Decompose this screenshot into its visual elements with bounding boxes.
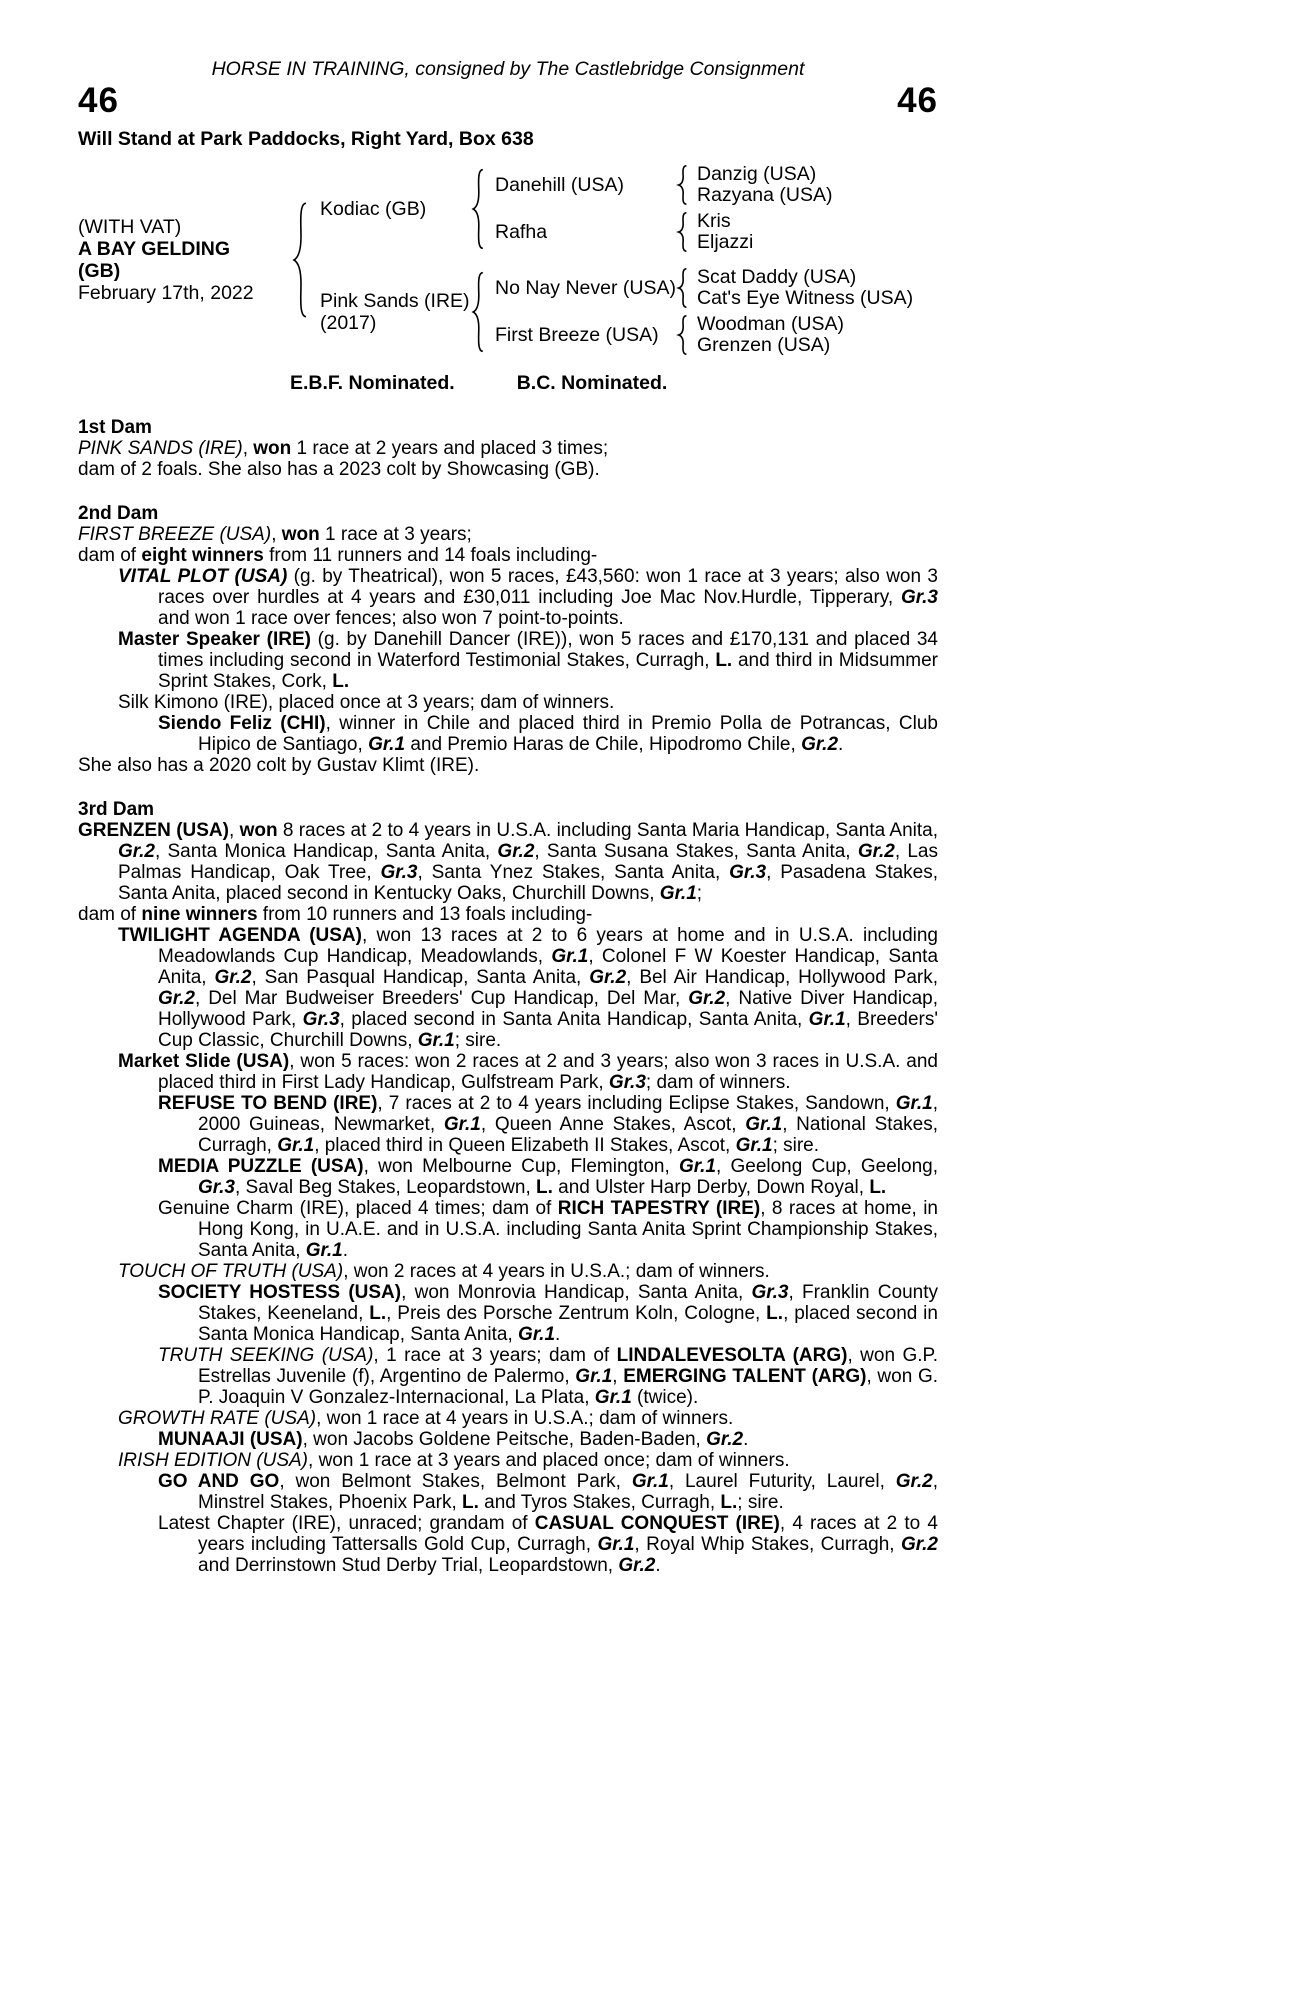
text-segment: 1 race at 3 years;	[319, 524, 472, 545]
text-segment: Market Slide (USA)	[118, 1051, 290, 1072]
grandsire-name: No Nay Never (USA)	[495, 277, 676, 299]
text-segment: , 7 races at 2 to 4 years including Eclipse Stakes, Sandown,	[377, 1093, 896, 1114]
text-segment: and Ulster Harp Derby, Down Royal,	[552, 1177, 870, 1198]
text-segment: CASUAL CONQUEST (IRE)	[534, 1513, 780, 1534]
text-segment: Gr.3	[198, 1177, 235, 1198]
catalogue-paragraph	[78, 692, 938, 713]
small-brace-icon	[676, 212, 689, 252]
pedigree-sections	[78, 417, 938, 1576]
catalogue-paragraph	[78, 1093, 938, 1156]
text-segment: and third in Midsummer Sprint Stakes, Cork,	[158, 650, 938, 692]
catalogue-paragraph	[78, 629, 938, 692]
text-segment: Gr.2	[118, 841, 155, 862]
text-segment: Gr.1	[745, 1114, 783, 1135]
main-brace-icon	[290, 201, 310, 319]
text-segment: Gr.1	[735, 1135, 773, 1156]
text-segment: VITAL PLOT (USA)	[118, 566, 294, 587]
catalogue-paragraph	[78, 1471, 938, 1513]
horse-name: A BAY GELDING	[78, 238, 231, 260]
text-segment: , 2000 Guineas, Newmarket,	[198, 1093, 938, 1135]
text-segment: .	[838, 734, 844, 755]
text-segment: , San Pasqual Handicap, Santa Anita,	[251, 967, 590, 988]
ancestor-name: Eljazzi	[697, 231, 754, 253]
text-segment: Gr.2	[895, 1471, 933, 1492]
text-segment: Gr.1	[895, 1093, 933, 1114]
text-segment: L.	[720, 1492, 738, 1513]
text-segment: , Saval Beg Stakes, Leopardstown,	[234, 1177, 536, 1198]
catalogue-paragraph	[78, 459, 938, 480]
ancestor-name: Kris	[697, 210, 731, 232]
text-segment: dam of	[78, 545, 142, 566]
text-segment: LINDALEVESOLTA (ARG)	[616, 1345, 848, 1366]
text-segment: L.	[766, 1303, 784, 1324]
text-segment: Latest Chapter (IRE), unraced; grandam of	[158, 1513, 535, 1534]
text-segment: ,	[228, 820, 240, 841]
catalogue-paragraph	[78, 566, 938, 629]
text-segment: Gr.1	[597, 1534, 635, 1555]
text-segment: ,	[242, 438, 254, 459]
catalogue-paragraph	[78, 1513, 938, 1576]
vat-note: (WITH VAT)	[78, 216, 182, 238]
text-segment: , placed second in Santa Anita Handicap, Santa Anita,	[339, 1009, 809, 1030]
text-segment: , Laurel Futurity, Laurel,	[668, 1471, 896, 1492]
dam-section	[78, 799, 938, 1576]
text-segment: TWILIGHT AGENDA (USA)	[118, 925, 362, 946]
text-segment: Gr.1	[631, 1471, 669, 1492]
text-segment: GRENZEN (USA)	[78, 820, 229, 841]
catalogue-paragraph	[78, 1345, 938, 1408]
text-segment: L.	[369, 1303, 387, 1324]
text-segment: GO AND GO	[158, 1471, 280, 1492]
text-segment: Gr.2	[214, 967, 252, 988]
text-segment: ; sire.	[454, 1030, 502, 1051]
horse-details	[78, 216, 290, 304]
ancestor-name: Danzig (USA)	[697, 163, 817, 185]
text-segment: EMERGING TALENT (ARG)	[623, 1366, 867, 1387]
text-segment: She also has a 2020 colt by Gustav Klimt (IRE).	[78, 755, 480, 776]
text-segment: Gr.3	[608, 1072, 646, 1093]
text-segment: , Santa Monica Handicap, Santa Anita,	[154, 841, 498, 862]
ancestor-name: Cat's Eye Witness (USA)	[697, 287, 914, 309]
text-segment: ; sire.	[772, 1135, 820, 1156]
text-segment: , Santa Ynez Stakes, Santa Anita,	[417, 862, 730, 883]
text-segment: won	[239, 820, 278, 841]
granddam-name: Rafha	[495, 221, 548, 243]
text-segment: (g. by Theatrical), won 5 races, £43,560: won 1 race at 3 years; also won 3 races over hurdles at 4 years and £30,011 including Joe Mac Nov.Hurdle, Tipperary,	[158, 566, 938, 608]
text-segment: L.	[536, 1177, 553, 1198]
small-brace-icon	[676, 315, 689, 355]
text-segment: , 1 race at 3 years; dam of	[373, 1345, 617, 1366]
text-segment: MEDIA PUZZLE (USA)	[158, 1156, 364, 1177]
bc-nominated: B.C. Nominated.	[516, 372, 668, 394]
catalogue-paragraph	[78, 438, 938, 459]
text-segment: L.	[462, 1492, 479, 1513]
text-segment: L.	[869, 1177, 887, 1198]
text-segment: ; sire.	[737, 1492, 784, 1513]
text-segment: nine winners	[141, 904, 258, 925]
nominations-line	[290, 372, 938, 394]
text-segment: Gr.2	[857, 841, 895, 862]
text-segment: Gr.2	[688, 988, 726, 1009]
grandsire-row	[486, 267, 938, 309]
text-segment: .	[555, 1324, 561, 1345]
text-segment: Gr.1	[575, 1366, 613, 1387]
text-segment: , Franklin County Stakes, Keeneland,	[198, 1282, 938, 1324]
text-segment: Gr.3	[380, 862, 418, 883]
text-segment: Gr.1	[417, 1030, 455, 1051]
text-segment: , Geelong Cup, Geelong,	[715, 1156, 938, 1177]
text-segment: , Del Mar Budweiser Breeders' Cup Handicap, Del Mar,	[194, 988, 689, 1009]
catalogue-paragraph	[78, 1408, 938, 1429]
text-segment: 8 races at 2 to 4 years in U.S.A. including Santa Maria Handicap, Santa Anita,	[277, 820, 938, 841]
text-segment: Gr.1	[551, 946, 589, 967]
text-segment: ;	[696, 883, 703, 904]
great-grandparents	[689, 267, 938, 309]
text-segment: dam of 2 foals. She also has a 2023 colt by Showcasing (GB).	[78, 459, 600, 480]
lot-number-left: 46	[78, 81, 119, 120]
text-segment: , Las Palmas Handicap, Oak Tree,	[118, 841, 938, 883]
text-segment: GROWTH RATE (USA)	[118, 1408, 317, 1429]
great-grandparents	[689, 314, 938, 356]
dam-brace-icon	[470, 271, 486, 353]
text-segment: Gr.1	[808, 1009, 846, 1030]
text-segment: .	[342, 1240, 349, 1261]
text-segment: , Minstrel Stakes, Phoenix Park,	[198, 1471, 938, 1513]
text-segment: , won 5 races: won 2 races at 2 and 3 years; also won 3 races in U.S.A. and placed third in First Lady Handicap, Gulfstream Park,	[158, 1051, 938, 1093]
text-segment: eight winners	[141, 545, 264, 566]
text-segment: , Colonel F W Koester Handicap, Santa Anita,	[158, 946, 939, 988]
text-segment: , Breeders' Cup Classic, Churchill Downs,	[158, 1009, 938, 1051]
catalogue-paragraph	[78, 1198, 938, 1261]
dam-block	[310, 267, 938, 356]
text-segment: Silk Kimono (IRE), placed once at 3 years; dam of winners.	[118, 692, 615, 713]
text-segment: , 4 races at 2 to 4 years including Tattersalls Gold Cup, Curragh,	[198, 1513, 938, 1555]
grandsire-row	[486, 164, 938, 206]
text-segment: , winner in Chile and placed third in Premio Polla de Potrancas, Club Hipico de Santiago,	[198, 713, 939, 755]
text-segment: TRUTH SEEKING (USA)	[158, 1345, 374, 1366]
text-segment: and Premio Haras de Chile, Hipodromo Chile,	[405, 734, 802, 755]
text-segment: Gr.1	[659, 883, 697, 904]
text-segment: , won Jacobs Goldene Peitsche, Baden-Baden,	[302, 1429, 707, 1450]
text-segment: , placed second in Santa Monica Handicap, Santa Anita,	[198, 1303, 938, 1345]
text-segment: Gr.2	[706, 1429, 744, 1450]
sire-name: Kodiac (GB)	[320, 197, 427, 220]
sire-parents	[486, 164, 938, 253]
sire-block	[310, 164, 938, 253]
text-segment: L.	[715, 650, 733, 671]
horse-country-suffix: (GB)	[78, 260, 121, 282]
pedigree-generation-2	[310, 164, 938, 356]
text-segment: Genuine Charm (IRE), placed 4 times; dam of	[158, 1198, 558, 1219]
text-segment: from 11 runners and 14 foals including-	[263, 545, 598, 566]
text-segment: Gr.1	[277, 1135, 315, 1156]
text-segment: Gr.1	[679, 1156, 716, 1177]
text-segment: Gr.2	[618, 1555, 656, 1576]
catalogue-paragraph	[78, 713, 938, 755]
small-brace-icon	[676, 268, 689, 308]
text-segment: (g. by Danehill Dancer (IRE)), won 5 races and £170,131 and placed 34 times including second in Waterford Testimonial Stakes, Curragh,	[158, 629, 938, 671]
ancestor-name: Grenzen (USA)	[697, 334, 831, 356]
grandsire-name: Danehill (USA)	[495, 174, 624, 196]
catalogue-paragraph	[78, 755, 938, 776]
ebf-nominated: E.B.F. Nominated.	[290, 372, 455, 394]
text-segment: FIRST BREEZE (USA)	[78, 524, 272, 545]
dam-section	[78, 503, 938, 776]
catalogue-paragraph	[78, 1261, 938, 1282]
text-segment: Gr.3	[302, 1009, 340, 1030]
catalogue-paragraph	[78, 904, 938, 925]
text-segment: Gr.1	[518, 1324, 556, 1345]
text-segment: Gr.1	[594, 1387, 632, 1408]
text-segment: and won 1 race over fences; also won 7 point-to-points.	[158, 608, 624, 629]
text-segment: Gr.3	[901, 587, 938, 608]
catalogue-paragraph	[78, 820, 938, 904]
text-segment: (twice).	[631, 1387, 699, 1408]
lot-number-right: 46	[897, 81, 938, 120]
text-segment: , Royal Whip Stakes, Curragh,	[634, 1534, 902, 1555]
catalogue-paragraph	[78, 524, 938, 545]
section-heading: 3rd Dam	[78, 799, 155, 820]
pedigree-table	[78, 164, 938, 356]
text-segment: RICH TAPESTRY (IRE)	[557, 1198, 761, 1219]
text-segment: , won Belmont Stakes, Belmont Park,	[279, 1471, 632, 1492]
text-segment: , Queen Anne Stakes, Ascot,	[480, 1114, 746, 1135]
text-segment: Gr.1	[305, 1240, 343, 1261]
text-segment: and Tyros Stakes, Curragh,	[478, 1492, 721, 1513]
text-segment: , Santa Susana Stakes, Santa Anita,	[534, 841, 858, 862]
text-segment: , Bel Air Handicap, Hollywood Park,	[626, 967, 938, 988]
granddam-name: First Breeze (USA)	[495, 324, 659, 346]
ancestor-name: Woodman (USA)	[697, 313, 845, 335]
catalogue-paragraph	[78, 925, 938, 1051]
dam-year: (2017)	[320, 311, 377, 334]
text-segment: Gr.3	[751, 1282, 789, 1303]
granddam-row	[486, 314, 938, 356]
text-segment: PINK SANDS (IRE)	[78, 438, 243, 459]
section-heading: 2nd Dam	[78, 503, 159, 524]
sire-brace-icon	[470, 168, 486, 250]
text-segment: ,	[271, 524, 282, 545]
text-segment: Gr.2	[497, 841, 535, 862]
text-segment: TOUCH OF TRUTH (USA)	[118, 1261, 344, 1282]
stand-location: Will Stand at Park Paddocks, Right Yard, Box 638	[78, 128, 534, 150]
text-segment: won	[281, 524, 320, 545]
text-segment: , won Melbourne Cup, Flemington,	[363, 1156, 679, 1177]
ancestor-name: Scat Daddy (USA)	[697, 266, 857, 288]
section-heading: 1st Dam	[78, 417, 152, 438]
text-segment: , won G.P. Estrellas Juvenile (f), Argentino de Palermo,	[198, 1345, 939, 1387]
text-segment: , Native Diver Handicap, Hollywood Park,	[158, 988, 938, 1030]
text-segment: , won Monrovia Handicap, Santa Anita,	[401, 1282, 752, 1303]
text-segment: Siendo Feliz (CHI)	[158, 713, 326, 734]
consignment-header: HORSE IN TRAINING, consigned by The Castlebridge Consignment	[211, 58, 805, 80]
text-segment: ; dam of winners.	[645, 1072, 791, 1093]
text-segment: , Pasadena Stakes, Santa Anita, placed second in Kentucky Oaks, Churchill Downs,	[118, 862, 939, 904]
text-segment: won	[253, 438, 292, 459]
text-segment: , won 1 race at 3 years and placed once; dam of winners.	[308, 1450, 790, 1471]
text-segment: , National Stakes, Curragh,	[198, 1114, 938, 1156]
dam-name-line: Pink Sands (IRE)	[320, 289, 470, 312]
text-segment: 1 race at 2 years and placed 3 times;	[291, 438, 609, 459]
horse-dob: February 17th, 2022	[78, 282, 254, 304]
granddam-row	[486, 211, 938, 253]
text-segment: , placed third in Queen Elizabeth II Stakes, Ascot,	[314, 1135, 736, 1156]
dam-parents	[486, 267, 938, 356]
catalogue-paragraph	[78, 1429, 938, 1450]
text-segment: and Derrinstown Stud Derby Trial, Leopardstown,	[198, 1555, 619, 1576]
lot-number-row	[78, 83, 938, 119]
text-segment: Master Speaker (IRE)	[118, 629, 318, 650]
catalogue-paragraph	[78, 1156, 938, 1198]
text-segment: from 10 runners and 13 foals including-	[257, 904, 593, 925]
text-segment: Gr.2	[801, 734, 839, 755]
text-segment: , won 1 race at 4 years in U.S.A.; dam of winners.	[316, 1408, 734, 1429]
page-content	[78, 58, 938, 1576]
dam-section	[78, 417, 938, 480]
dam-name	[310, 290, 470, 334]
catalogue-paragraph	[78, 1282, 938, 1345]
text-segment: ,	[612, 1366, 624, 1387]
text-segment: IRISH EDITION (USA)	[118, 1450, 309, 1471]
text-segment: .	[655, 1555, 661, 1576]
text-segment: Gr.1	[443, 1114, 481, 1135]
text-segment: , won 13 races at 2 to 6 years at home and in U.S.A. including Meadowlands Cup Handicap, Meadowlands,	[158, 925, 938, 967]
great-grandparents	[689, 164, 938, 206]
text-segment: , won 2 races at 4 years in U.S.A.; dam of winners.	[343, 1261, 770, 1282]
text-segment: , Preis des Porsche Zentrum Koln, Cologne,	[386, 1303, 767, 1324]
ancestor-name: Razyana (USA)	[697, 184, 833, 206]
text-segment: dam of	[78, 904, 142, 925]
text-segment: MUNAAJI (USA)	[158, 1429, 303, 1450]
catalogue-paragraph	[78, 1051, 938, 1093]
text-segment: Gr.2	[901, 1534, 938, 1555]
catalogue-paragraph	[78, 545, 938, 566]
text-segment: Gr.3	[729, 862, 767, 883]
small-brace-icon	[676, 165, 689, 205]
text-segment: , 8 races at home, in Hong Kong, in U.A.E. and in U.S.A. including Santa Anita Sprint Championship Stakes, Santa Anita,	[198, 1198, 938, 1261]
text-segment: L.	[332, 671, 350, 692]
text-segment: Gr.1	[368, 734, 406, 755]
text-segment: SOCIETY HOSTESS (USA)	[158, 1282, 402, 1303]
text-segment: Gr.2	[158, 988, 195, 1009]
text-segment: .	[743, 1429, 749, 1450]
catalogue-paragraph	[78, 1450, 938, 1471]
text-segment: , won G. P. Joaquin V Gonzalez-Internacional, La Plata,	[198, 1366, 939, 1408]
text-segment: Gr.2	[589, 967, 627, 988]
text-segment: REFUSE TO BEND (IRE)	[158, 1093, 378, 1114]
great-grandparents	[689, 211, 938, 253]
